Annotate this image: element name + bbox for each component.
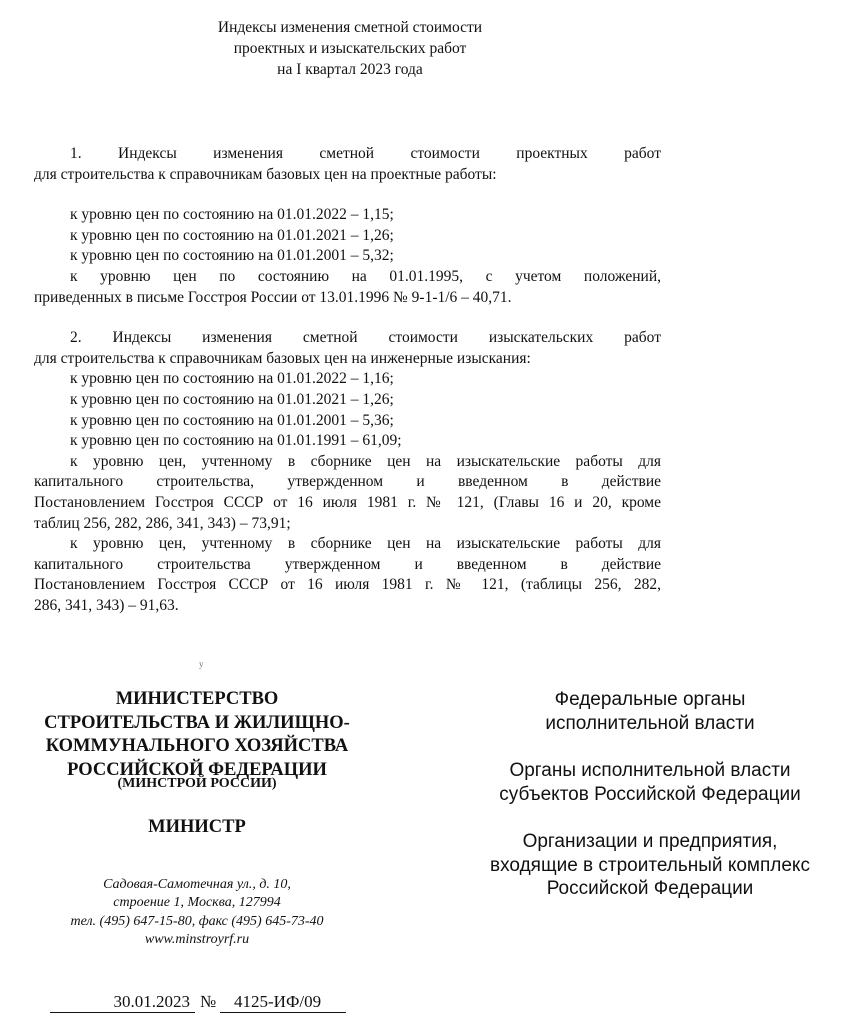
ministry-name bbox=[22, 688, 372, 782]
section1-heading: 1. Индексы изменения сметной стоимости проектных работ bbox=[70, 145, 661, 162]
section1-item-cont: приведенных в письме Госстроя России от 13.01.1996 № 9-1-1/6 – 40,71. bbox=[34, 288, 512, 306]
section2-item-cont: капитального строительства утвержденном и введенном в действие bbox=[34, 555, 661, 573]
recipient-line: Российской Федерации bbox=[546, 878, 754, 899]
recipient-line: Органы исполнительной власти bbox=[509, 760, 791, 781]
ministry-line: КОММУНАЛЬНОГО ХОЗЯЙСТВА bbox=[45, 736, 349, 756]
registration-date: 30.01.2023 bbox=[50, 992, 195, 1013]
recipient-block bbox=[440, 688, 860, 735]
address-line: строение 1, Москва, 127994 bbox=[113, 895, 281, 911]
section1-heading-cont: для строительства к справочникам базовых цен на проектные работы: bbox=[34, 165, 497, 183]
section2-item: к уровню цен по состоянию на 01.01.2022 – 1,16; bbox=[70, 370, 394, 388]
number-sign: № bbox=[200, 992, 217, 1011]
section1-item: к уровню цен по состоянию на 01.01.2001 – 5,32; bbox=[70, 247, 394, 265]
recipient-block bbox=[440, 759, 860, 806]
document-body bbox=[34, 144, 661, 616]
section2-item-cont: капитального строительства, утвержденном и введенном в действие bbox=[34, 473, 661, 491]
ministry-address bbox=[22, 876, 372, 950]
section2-item-cont: Постановлением Госстроя СССР от 16 июля 1981 г. № 121, (Главы 16 и 20, кроме bbox=[34, 493, 661, 511]
section2-item: к уровню цен, учтенному в сборнике цен на изыскательские работы для bbox=[70, 535, 661, 553]
ministry-line: МИНИСТЕРСТВО bbox=[115, 689, 279, 709]
recipient-line: Организации и предприятия, bbox=[522, 831, 778, 852]
address-line: Садовая-Самотечная ул., д. 10, bbox=[103, 877, 291, 892]
recipient-line: субъектов Российской Федерации bbox=[499, 783, 801, 805]
position-title: МИНИСТР bbox=[148, 817, 246, 837]
website: www.minstroyrf.ru bbox=[144, 932, 250, 948]
address-line: тел. (495) 647-15-80, факс (495) 645-73-40 bbox=[70, 913, 324, 929]
section2-item: к уровню цен, учтенному в сборнике цен на изыскательские работы для bbox=[70, 452, 661, 470]
section1-item: к уровню цен по состоянию на 01.01.2022 – 1,15; bbox=[70, 206, 394, 224]
section2-heading-cont: для строительства к справочникам базовых цен на инженерные изыскания: bbox=[34, 349, 531, 367]
recipients-list bbox=[440, 688, 860, 925]
ministry-short-name: (МИНСТРОЙ РОССИИ) bbox=[117, 776, 277, 791]
section2-item: к уровню цен по состоянию на 01.01.2001 – 5,36; bbox=[70, 411, 394, 429]
title-line: на I квартал 2023 года bbox=[277, 61, 423, 78]
section2-item: к уровню цен по состоянию на 01.01.2021 – 1,26; bbox=[70, 390, 394, 408]
section2-heading: 2. Индексы изменения сметной стоимости изыскательских работ bbox=[70, 329, 661, 347]
recipient-line: Федеральные органы bbox=[554, 689, 746, 710]
recipient-line: входящие в строительный комплекс bbox=[490, 854, 810, 876]
section2-item-cont: Постановлением Госстроя СССР от 16 июля 1981 г. № 121, (таблицы 256, 282, bbox=[34, 576, 661, 594]
title-line: проектных и изыскательских работ bbox=[233, 40, 467, 57]
tick-mark: у bbox=[199, 659, 204, 669]
recipient-line: исполнительной власти bbox=[545, 712, 755, 734]
registration-number: 4125-ИФ/09 bbox=[220, 992, 346, 1013]
document-title bbox=[150, 17, 550, 80]
section1-item: к уровню цен по состоянию на 01.01.2021 – 1,26; bbox=[70, 226, 394, 244]
registration-line bbox=[50, 992, 346, 1014]
section2-item-cont: 286, 341, 343) – 91,63. bbox=[34, 596, 179, 614]
ministry-line: СТРОИТЕЛЬСТВА И ЖИЛИЩНО- bbox=[44, 712, 350, 733]
section2-item: к уровню цен по состоянию на 01.01.1991 – 61,09; bbox=[70, 432, 402, 450]
section1-item: к уровню цен по состоянию на 01.01.1995, с учетом положений, bbox=[70, 267, 661, 285]
recipient-block bbox=[440, 830, 860, 901]
section2-item-cont: таблиц 256, 282, 286, 341, 343) – 73,91; bbox=[34, 514, 291, 532]
title-line: Индексы изменения сметной стоимости bbox=[217, 19, 483, 36]
ministry-line: РОССИЙСКОЙ ФЕДЕРАЦИИ bbox=[67, 759, 327, 780]
